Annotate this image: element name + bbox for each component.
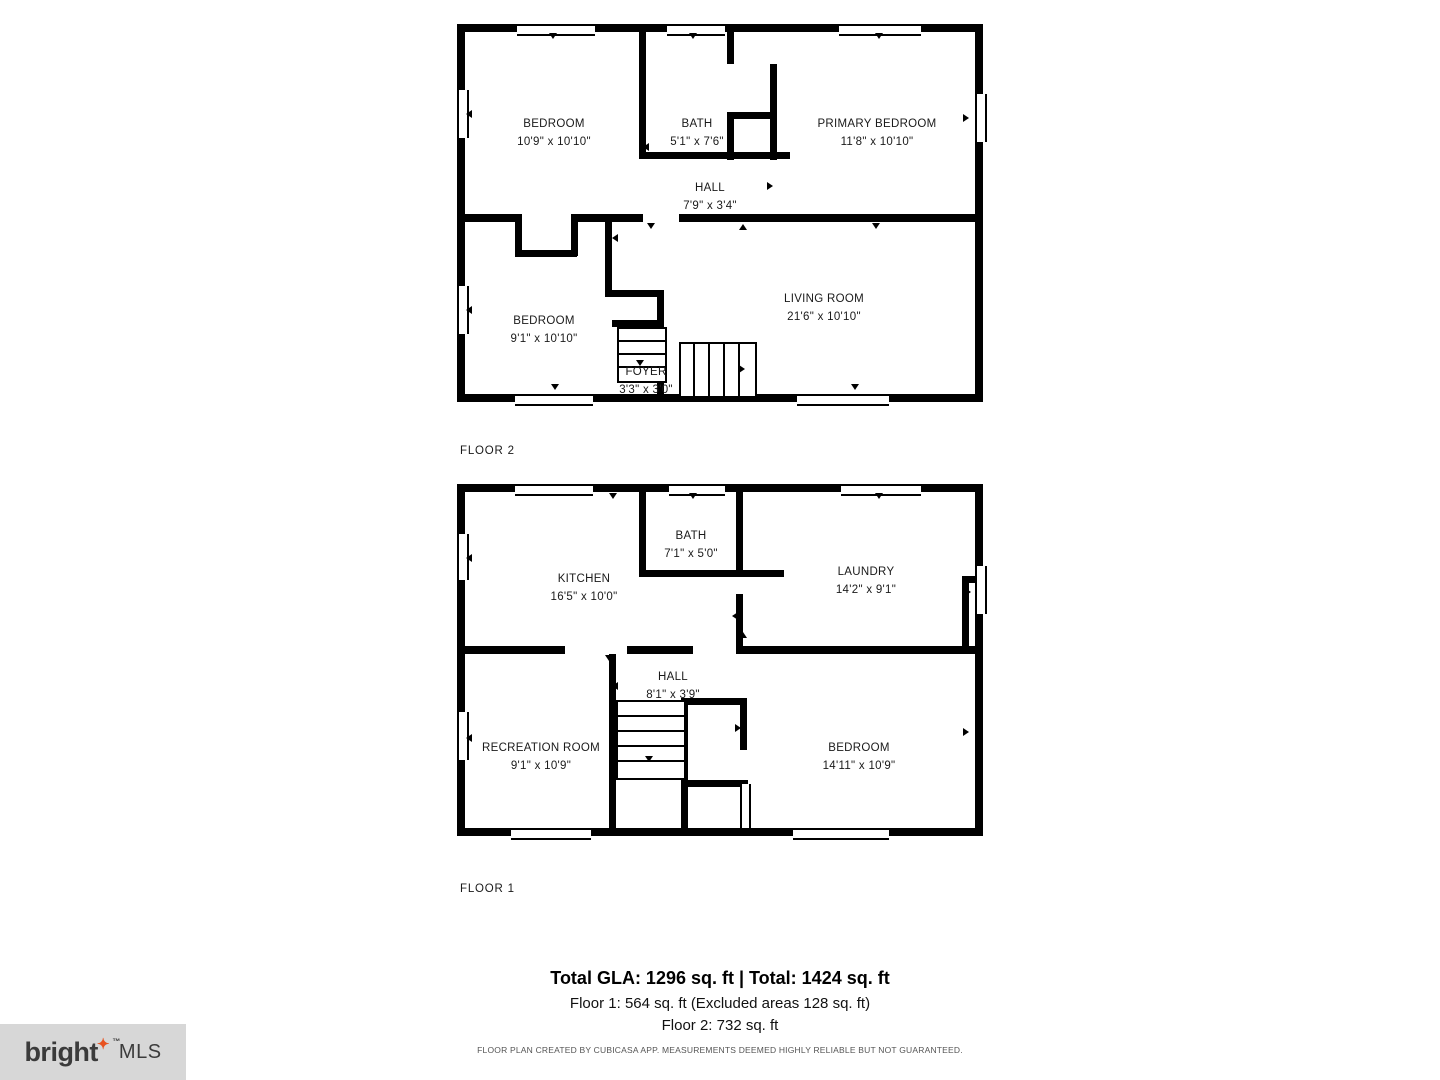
door-arrow <box>466 554 472 562</box>
room-label-bath: BATH 7'1" x 5'0" <box>664 530 718 560</box>
interior-wall <box>577 214 643 222</box>
window <box>511 828 591 840</box>
door-arrow <box>963 114 969 122</box>
room-label-bath: BATH 5'1" x 7'6" <box>670 118 724 148</box>
interior-wall <box>688 780 748 787</box>
brand-label: bright <box>24 1036 98 1067</box>
door-arrow <box>732 612 738 620</box>
room-label-kitchen: KITCHEN 16'5" x 10'0" <box>550 573 618 603</box>
window <box>797 394 889 406</box>
door-arrow <box>851 384 859 390</box>
room-label-bedroom: BEDROOM 14'11" x 10'9" <box>822 742 896 772</box>
staircase <box>616 700 686 780</box>
stair-direction-arrow <box>739 365 745 373</box>
door-arrow <box>612 234 618 242</box>
interior-wall <box>736 484 743 576</box>
interior-wall <box>679 214 983 222</box>
interior-wall <box>639 570 743 577</box>
door-arrow <box>647 223 655 229</box>
door-arrow <box>875 33 883 39</box>
interior-wall <box>639 24 646 158</box>
interior-wall <box>727 118 734 160</box>
door-arrow <box>739 632 747 638</box>
interior-wall <box>627 646 693 654</box>
window <box>975 566 987 614</box>
interior-wall <box>736 594 743 654</box>
trademark-symbol: ™ <box>112 1036 120 1046</box>
door-arrow <box>609 493 617 499</box>
interior-wall <box>457 214 521 222</box>
interior-wall <box>605 222 612 296</box>
door-arrow <box>735 724 741 732</box>
interior-wall <box>612 320 664 327</box>
door-arrow <box>963 728 969 736</box>
door-arrow <box>767 182 773 190</box>
door-arrow <box>549 33 557 39</box>
room-label-laundry: LAUNDRY 14'2" x 9'1" <box>835 566 897 596</box>
window <box>793 828 889 840</box>
room-label-foyer: FOYER 3'3" x 3'0" <box>619 366 673 396</box>
door-arrow <box>466 734 472 742</box>
interior-wall <box>736 646 983 654</box>
door-arrow <box>689 33 697 39</box>
exterior-wall-right <box>975 484 983 836</box>
stair-direction-arrow <box>645 756 653 762</box>
area-summary <box>0 968 1440 1037</box>
interior-wall <box>740 698 747 750</box>
door-arrow <box>643 143 649 151</box>
door-arrow <box>872 223 880 229</box>
interior-wall <box>770 64 777 160</box>
interior-wall <box>515 250 577 257</box>
room-label-living-room: LIVING ROOM 21'6" x 10'10" <box>784 293 864 323</box>
interior-wall <box>639 484 646 576</box>
star-icon: ✦ <box>96 1035 109 1053</box>
total-gla-text: Total GLA: 1296 sq. ft | Total: 1424 sq. ft <box>550 968 890 988</box>
bright-mls-watermark <box>0 1024 186 1080</box>
floor-2-caption: FLOOR 2 <box>460 445 515 457</box>
door-arrow <box>965 588 971 596</box>
floor-plan-floor-1 <box>457 484 983 836</box>
interior-wall <box>736 570 784 577</box>
interior-wall <box>605 290 663 297</box>
exterior-wall-left <box>457 24 465 402</box>
mls-label: MLS <box>118 1040 162 1063</box>
window <box>515 394 593 406</box>
room-label-primary-bedroom: PRIMARY BEDROOM 11'8" x 10'10" <box>817 118 937 148</box>
door-arrow <box>466 306 472 314</box>
interior-wall <box>609 654 616 828</box>
door-arrow <box>739 224 747 230</box>
disclaimer-text: FLOOR PLAN CREATED BY CUBICASA APP. MEASUREMENTS DEEMED HIGHLY RELIABLE BUT NOT GUARANTEED. <box>477 1045 963 1055</box>
door-arrow <box>612 682 618 690</box>
door-arrow <box>605 655 613 661</box>
interior-wall <box>734 152 790 159</box>
floor-plan-floor-2 <box>457 24 983 402</box>
room-label-bedroom-2: BEDROOM 9'1" x 10'10" <box>510 315 578 345</box>
floor-1-area-text: Floor 1: 564 sq. ft (Excluded areas 128 sq. ft) <box>569 995 871 1012</box>
window <box>669 484 725 496</box>
floor-1-caption: FLOOR 1 <box>460 883 515 895</box>
room-label-bedroom-1: BEDROOM 10'9" x 10'10" <box>517 118 591 148</box>
room-label-recreation-room: RECREATION ROOM 9'1" x 10'9" <box>481 742 601 772</box>
door-arrow <box>551 384 559 390</box>
interior-wall <box>727 24 734 64</box>
door-arrow <box>689 493 697 499</box>
window <box>740 784 751 828</box>
interior-wall <box>457 646 565 654</box>
room-label-hall: HALL 7'9" x 3'4" <box>683 182 737 212</box>
room-label-hall: HALL 8'1" x 3'9" <box>646 671 700 701</box>
door-arrow <box>466 110 472 118</box>
window <box>975 94 987 142</box>
interior-wall <box>571 214 578 256</box>
staircase <box>679 342 757 398</box>
exterior-wall-right <box>975 24 983 402</box>
brand-name <box>24 1035 120 1068</box>
door-arrow <box>875 493 883 499</box>
window <box>515 484 593 496</box>
floor-2-area-text: Floor 2: 732 sq. ft <box>661 1017 779 1034</box>
